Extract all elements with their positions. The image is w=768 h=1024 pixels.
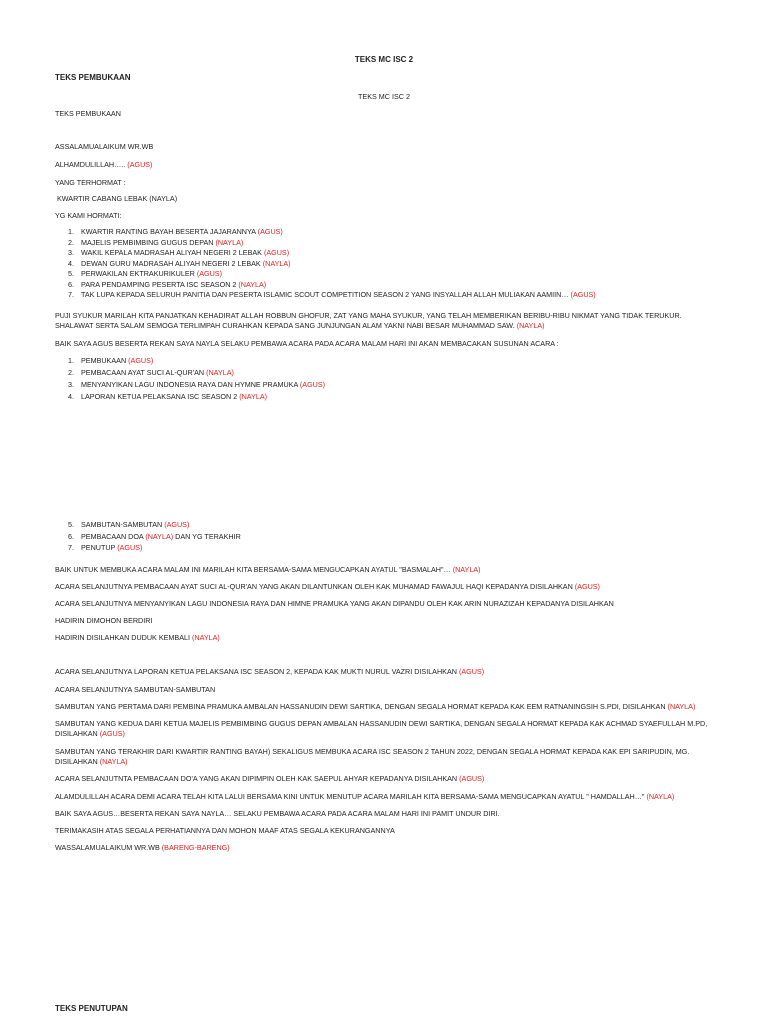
speaker-tag: (NAYLA) [516,321,545,330]
line-text: WASSALAMUALAIKUM WR.WB [55,843,162,852]
heading-teks-penutupan: TEKS PENUTUPAN [55,1004,128,1013]
script-line [55,599,715,609]
list-number: 2. [68,368,74,377]
script-line [55,685,715,695]
line-text: HADIRIN DISILAHKAN DUDUK KEMBALI [55,633,192,642]
list-item [68,248,728,258]
list-number: 5. [68,520,74,529]
script-line [55,719,715,739]
line-text: ACARA SELANJUTNYA SAMBUTAN-SAMBUTAN [55,685,216,694]
speaker-tag: (NAYLA) [452,565,481,574]
list-item [68,520,728,530]
list-text: PENUTUP [81,543,118,552]
list-item [68,532,728,542]
list-item [68,269,728,279]
list-number: 1. [68,356,74,365]
script-line [55,565,715,575]
speaker-tag: (AGUS) [196,269,222,278]
script-line [55,747,715,767]
script-line [55,667,715,677]
script-line [55,616,715,626]
line-text: SAMBUTAN YANG KEDUA DARI KETUA MAJELIS PEMBIMBING GUGUS DEPAN AMBALAN HASSANUDIN DEWI SARTIKA, DENGAN SEGALA HORMAT KEPADA KAK ACHMAD SYAEFULLAH M.PD, DISILAHKAN [55,719,708,738]
heading-teks-pembukaan: TEKS PEMBUKAAN [55,73,131,82]
list-item [68,380,728,390]
speaker-tag: (AGUS) [574,582,600,591]
speaker-tag: (AGUS) [128,356,154,365]
line-text: ALAMDULILLAH ACARA DEMI ACARA TELAH KITA LALUI BERSAMA KINI UNTUK MENUTUP ACARA MARILAH KITA BERSAMA-SAMA MENGUCAPKAN AYATUL " HAMDALLAH…" [55,792,647,801]
list-item [68,259,728,269]
list-text: PEMBACAAN AYAT SUCI AL-QUR'AN [81,368,207,377]
yg-kami-hormati: YG KAMI HORMATI: [55,211,122,220]
list-number: 7. [68,543,74,552]
list-item [68,238,728,248]
list-text: SAMBUTAN-SAMBUTAN [81,520,165,529]
line-text: SAMBUTAN YANG TERAKHIR DARI KWARTIR RANTING BAYAH) SEKALIGUS MEMBUKA ACARA ISC SEASON 2 TAHUN 2022, DENGAN SEGALA HORMAT KEPADA KAK EPI SARIPUDIN, MG. DISILAHKAN [55,747,690,766]
speaker-tag: (AGUS) [570,290,596,299]
script-line [55,843,715,853]
list-suffix: DAN YG TERAKHIR [173,531,241,541]
list-text: PEMBUKAAN [81,356,129,365]
puji-syukur-paragraph [55,311,715,331]
baik-saya-line: BAIK SAYA AGUS BESERTA REKAN SAYA NAYLA SELAKU PEMBAWA ACARA PADA ACARA MALAM HARI INI AKAN MEMBACAKAN SUSUNAN ACARA : [55,339,559,348]
list-number: 2. [68,237,74,247]
list-item [68,227,728,237]
list-text: WAKIL KEPALA MADRASAH ALIYAH NEGERI 2 LEBAK [81,248,264,257]
list-number: 3. [68,248,74,257]
speaker-tag: (BARENG-BARENG) [161,843,230,852]
script-line [55,826,715,836]
list-number: 4. [68,258,74,268]
list-number: 6. [68,279,74,289]
script-line [55,633,715,643]
yang-terhormat: YANG TERHORMAT : [55,178,126,187]
speaker-tag: (NAYLA) [145,531,174,541]
script-line [55,774,715,784]
speaker-tag: (NAYLA) [206,368,234,377]
speaker-tag: (NAYLA) [238,279,267,289]
line-text: PUJI SYUKUR MARILAH KITA PANJATKAN KEHADIRAT ALLAH ROBBUN GHOFUR, ZAT YANG MAHA SYUKUR, YANG TELAH MEMBERIKAN BERIBU-RIBU NIKMAT YANG TIDAK TERUKUR. SHALAWAT SERTA SALAM SEMOGA TERLIMPAH CURAHKAN KEPADA SANG JUNJUNGAN ALAM YAKNI NABI BESAR MUHAMMAD SAW. [55,311,682,330]
speaker-tag: (AGUS) [99,729,125,738]
speaker-tag: (NAYLA) [239,392,268,401]
kwartir-line: KWARTIR CABANG LEBAK (NAYLA) [57,194,178,203]
line-text: ACARA SELANJUTNYA LAPORAN KETUA PELAKSANA ISC SEASON 2, KEPADA KAK MUKTI NURUL VAZRI DISILAHKAN [55,667,459,676]
list-text: PARA PENDAMPING PESERTA ISC SEASON 2 [81,279,239,289]
script-line [55,809,715,819]
list-text: DEWAN GURU MADRASAH ALIYAH NEGERI 2 LEBAK [81,258,263,268]
speaker-tag: (AGUS) [117,543,143,552]
speaker-tag: (NAYLA) [646,792,675,801]
heading-plain: TEKS PEMBUKAAN [55,109,121,118]
list-number: 7. [68,290,74,299]
list-text: PERWAKILAN EKTRAKURIKULER [81,269,197,278]
line-text: ACARA SELANJUTNYA PEMBACAAN AYAT SUCI AL-QUR'AN YANG AKAN DILANTUNKAN OLEH KAK MUHAMAD FAWAJUL HAQI KEPADANYA DISILAHKAN [55,582,575,591]
list-number: 5. [68,269,74,278]
script-line [55,702,715,712]
list-item [68,543,728,553]
line-text: BAIK SAYA AGUS…BESERTA REKAN SAYA NAYLA… SELAKU PEMBAWA ACARA PADA ACARA MALAM HARI INI PAMIT UNDUR DIRI. [55,809,500,818]
list-text: LAPORAN KETUA PELAKSANA ISC SEASON 2 [81,392,240,401]
speaker-tag: (NAYLA) [215,237,244,247]
speaker-tag: (AGUS) [459,774,485,783]
script-line [55,582,715,592]
speaker-tag: (AGUS) [299,380,326,389]
line-text: ACARA SELANJUTNYA MENYANYIKAN LAGU INDONESIA RAYA DAN HIMNE PRAMUKA YANG AKAN DIPANDU OLEH KAK ARIN NURAZIZAH KEPADANYA DISILAHKAN [55,599,614,608]
script-line [55,792,715,802]
list-text: MAJELIS PEMBIMBING GUGUS DEPAN [81,237,216,247]
list-text: PEMBACAAN DOA [81,531,146,541]
list-item [68,392,728,402]
list-item [68,280,728,290]
line-text: BAIK UNTUK MEMBUKA ACARA MALAM INI MARILAH KITA BERSAMA-SAMA MENGUCAPKAN AYATUL "BASMALAH"… [55,565,453,574]
subtitle: TEKS MC ISC 2 [358,92,410,101]
line-text: TERIMAKASIH ATAS SEGALA PERHATIANNYA DAN MOHON MAAF ATAS SEGALA KEKURANGANNYA [55,826,395,835]
list-text: MENYANYIKAN LAGU INDONESIA RAYA DAN HYMNE PRAMUKA [81,380,300,389]
list-item [68,368,728,378]
speaker-tag: (NAYLA) [192,633,220,642]
list-text: KWARTIR RANTING BAYAH BESERTA JAJARANNYA [81,227,258,236]
speaker-tag: (NAYLA) [667,702,696,711]
speaker-tag: (AGUS) [164,520,190,529]
line-text: SAMBUTAN YANG PERTAMA DARI PEMBINA PRAMUKA AMBALAN HASSANUDIN DEWI SARTIKA, DENGAN SEGALA HORMAT KEPADA KAK EEM RATNANINGSIH S.PDI, DISILAHKAN [55,702,668,711]
speaker-tag: (AGUS) [127,160,153,169]
list-number: 3. [68,380,74,389]
list-number: 4. [68,392,74,401]
list-item [68,290,728,300]
list-text: TAK LUPA KEPADA SELURUH PANITIA DAN PESERTA ISLAMIC SCOUT COMPETITION SEASON 2 YANG INSYALLAH ALLAH MULIAKAN AAMIIN… [81,290,571,299]
salam-open: ASSALAMUALAIKUM WR.WB [55,142,154,151]
line-text: HADIRIN DIMOHON BERDIRI [55,616,153,625]
speaker-tag: (AGUS) [458,667,485,676]
line-text: ALHAMDULILLAH….. [55,160,128,169]
speaker-tag: (NAYLA) [99,757,128,766]
line-text: ACARA SELANJUTNTA PEMBACAAN DO'A YANG AKAN DIPIMPIN OLEH KAK SAEPUL AHYAR KEPADANYA DISILAHKAN [55,774,460,783]
list-number: 1. [68,227,74,236]
speaker-tag: (AGUS) [263,248,290,257]
alhamdulillah-line [55,160,715,170]
speaker-tag: (AGUS) [257,227,283,236]
list-item [68,356,728,366]
list-number: 6. [68,531,74,541]
document-title: TEKS MC ISC 2 [354,55,414,64]
speaker-tag: (NAYLA) [262,258,291,268]
